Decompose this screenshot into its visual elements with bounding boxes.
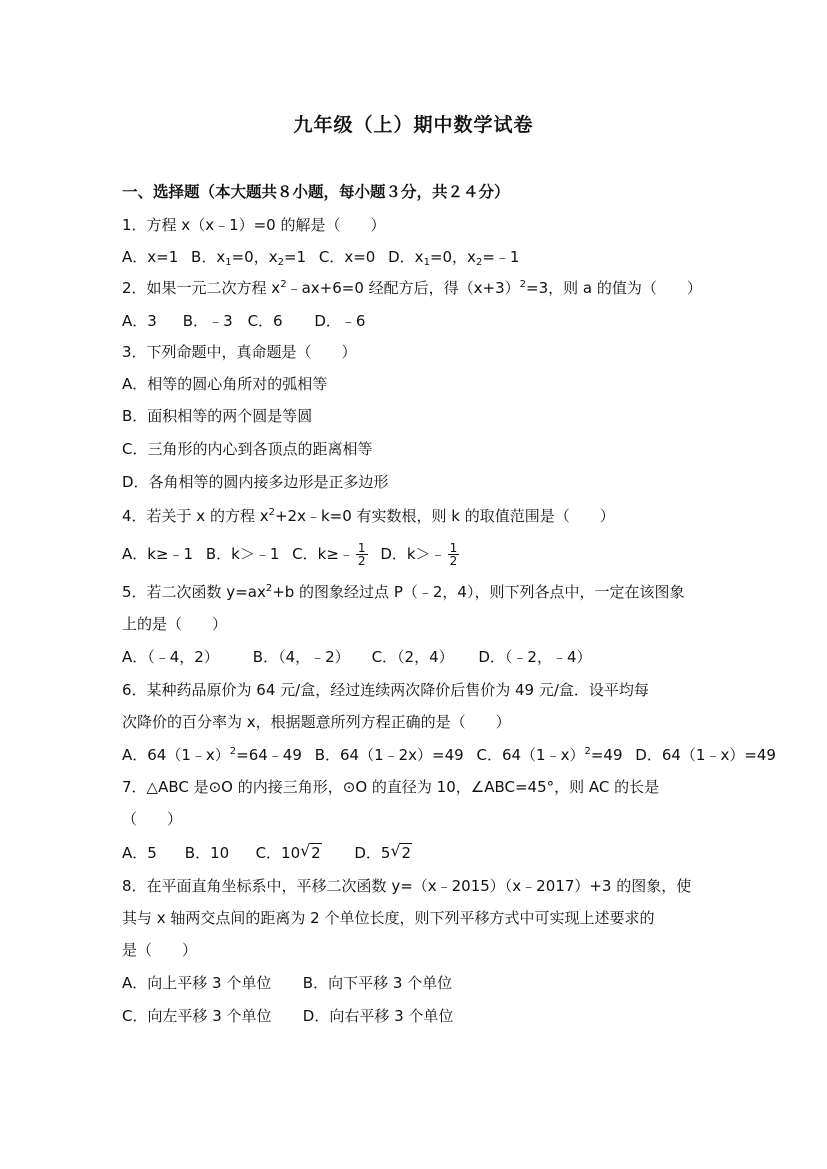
question-3-stem: 3．下列命题中，真命题是（ ） (122, 343, 357, 361)
q7-option-b: B．10 (184, 844, 230, 862)
q1-option-a: A．x=1 (122, 248, 179, 266)
q8-option-c: C．向左平移 3 个单位 (122, 1007, 272, 1025)
question-7-stem-line2: （ ） (122, 810, 183, 828)
q5-option-d: D．（﹣2，﹣4） (478, 648, 592, 666)
q6-option-b: B．64（1﹣2x）=49 (314, 746, 464, 764)
q2-option-c: C．6 (247, 312, 283, 330)
q6-option-c: C．64（1﹣x）$^2$=49 (476, 746, 623, 764)
question-8-stem-line2: 其与 x 轴两交点间的距离为 2 个单位长度，则下列平移方式中可实现上述要求的 (122, 909, 655, 927)
question-8-options-row1 (122, 973, 712, 993)
q1-option-d: D．$x_1=0$，$x_2=﹣1$ (388, 248, 520, 268)
q7-option-c: C．10√ 2 (256, 843, 350, 863)
question-4-stem: 4．若关于 x 的方程 $x^2+2x﹣k=0$ 有实数根，则 k 的取值范围是（ ） (122, 507, 615, 525)
question-2-options (122, 311, 712, 331)
q5-option-a: A．（﹣4，2） (122, 648, 219, 666)
q5-option-b: B．（4，﹣2） (252, 648, 350, 666)
q4-option-d: D．k＞﹣ $\frac{1}{2}$ (380, 541, 458, 568)
q4-option-a: A．k≥﹣1 (122, 545, 194, 563)
page-title: 九年级（上）期中数学试卷 (293, 114, 534, 136)
question-4-options (122, 542, 712, 567)
q2-option-d: D．﹣6 (314, 312, 366, 330)
fraction: $\frac{1}{2}$ (449, 541, 458, 568)
q7-option-d: D．5√ 2 (354, 843, 412, 863)
question-7-stem-line1: 7．△ABC 是⊙O 的内接三角形，⊙O 的直径为 10，∠ABC=45°，则 AC 的长是 (122, 778, 660, 796)
question-6-stem-line2: 次降价的百分率为 x，根据题意所列方程正确的是（ ） (122, 713, 511, 731)
q7-option-a: A．5 (122, 844, 157, 862)
question-8-stem-line3: 是（ ） (122, 941, 198, 959)
q5-option-c: C．（2，4） (371, 648, 454, 666)
question-1-options (122, 247, 712, 267)
q2-option-b: B．﹣3 (182, 312, 233, 330)
section-heading: 一、选择题（本大题共８小题，每小题３分，共２４分） (122, 183, 510, 201)
q1-option-b: B．$x_1=0$，$x_2=1$ (191, 248, 307, 268)
question-8-options-row2 (122, 1006, 712, 1026)
q8-option-d: D．向右平移 3 个单位 (302, 1007, 454, 1025)
q4-option-c: C．k≥﹣ $\frac{1}{2}$ (292, 541, 366, 568)
question-5-options (122, 647, 712, 667)
q3-option-d: D．各角相等的圆内接多边形是正多边形 (122, 473, 389, 491)
q3-option-a: A．相等的圆心角所对的弧相等 (122, 375, 328, 393)
fraction: $\frac{1}{2}$ (357, 541, 366, 568)
question-1-stem: 1．方程 x（x﹣1）=0 的解是（ ） (122, 216, 386, 234)
q8-option-a: A．向上平移 3 个单位 (122, 974, 272, 992)
q6-option-d: D．64（1﹣x）=49 (635, 746, 776, 764)
question-5-stem-line2: 上的是（ ） (122, 615, 228, 633)
q6-option-a: A．64（1﹣x）$^2$=64﹣49 (122, 746, 302, 764)
q4-option-b: B．k＞﹣1 (205, 545, 280, 563)
question-2-stem: 2．如果一元二次方程 $x^2﹣ax+6=0$ 经配方后，得$(x+3)^2=3$，则 a 的值为（ ） (122, 279, 702, 297)
square-root: √ 2 (300, 843, 322, 863)
q1-option-c: C．x=0 (318, 248, 376, 266)
question-7-options (122, 843, 712, 863)
square-root: √ 2 (390, 843, 412, 863)
question-5-stem-line1: 5．若二次函数 $y=ax^2+b$ 的图象经过点 P（﹣2，4），则下列各点中，一定在该图象 (122, 583, 685, 601)
question-6-options (122, 745, 776, 765)
q3-option-c: C．三角形的内心到各顶点的距离相等 (122, 440, 373, 458)
q2-option-a: A．3 (122, 312, 157, 330)
question-6-stem-line1: 6．某种药品原价为 64 元/盒，经过连续两次降价后售价为 49 元/盒．设平均每 (122, 681, 649, 699)
question-8-stem-line1: 8．在平面直角坐标系中，平移二次函数 y=（x﹣2015）（x﹣2017）+3 的图象，使 (122, 877, 692, 895)
q8-option-b: B．向下平移 3 个单位 (302, 974, 453, 992)
q3-option-b: B．面积相等的两个圆是等圆 (122, 407, 313, 425)
